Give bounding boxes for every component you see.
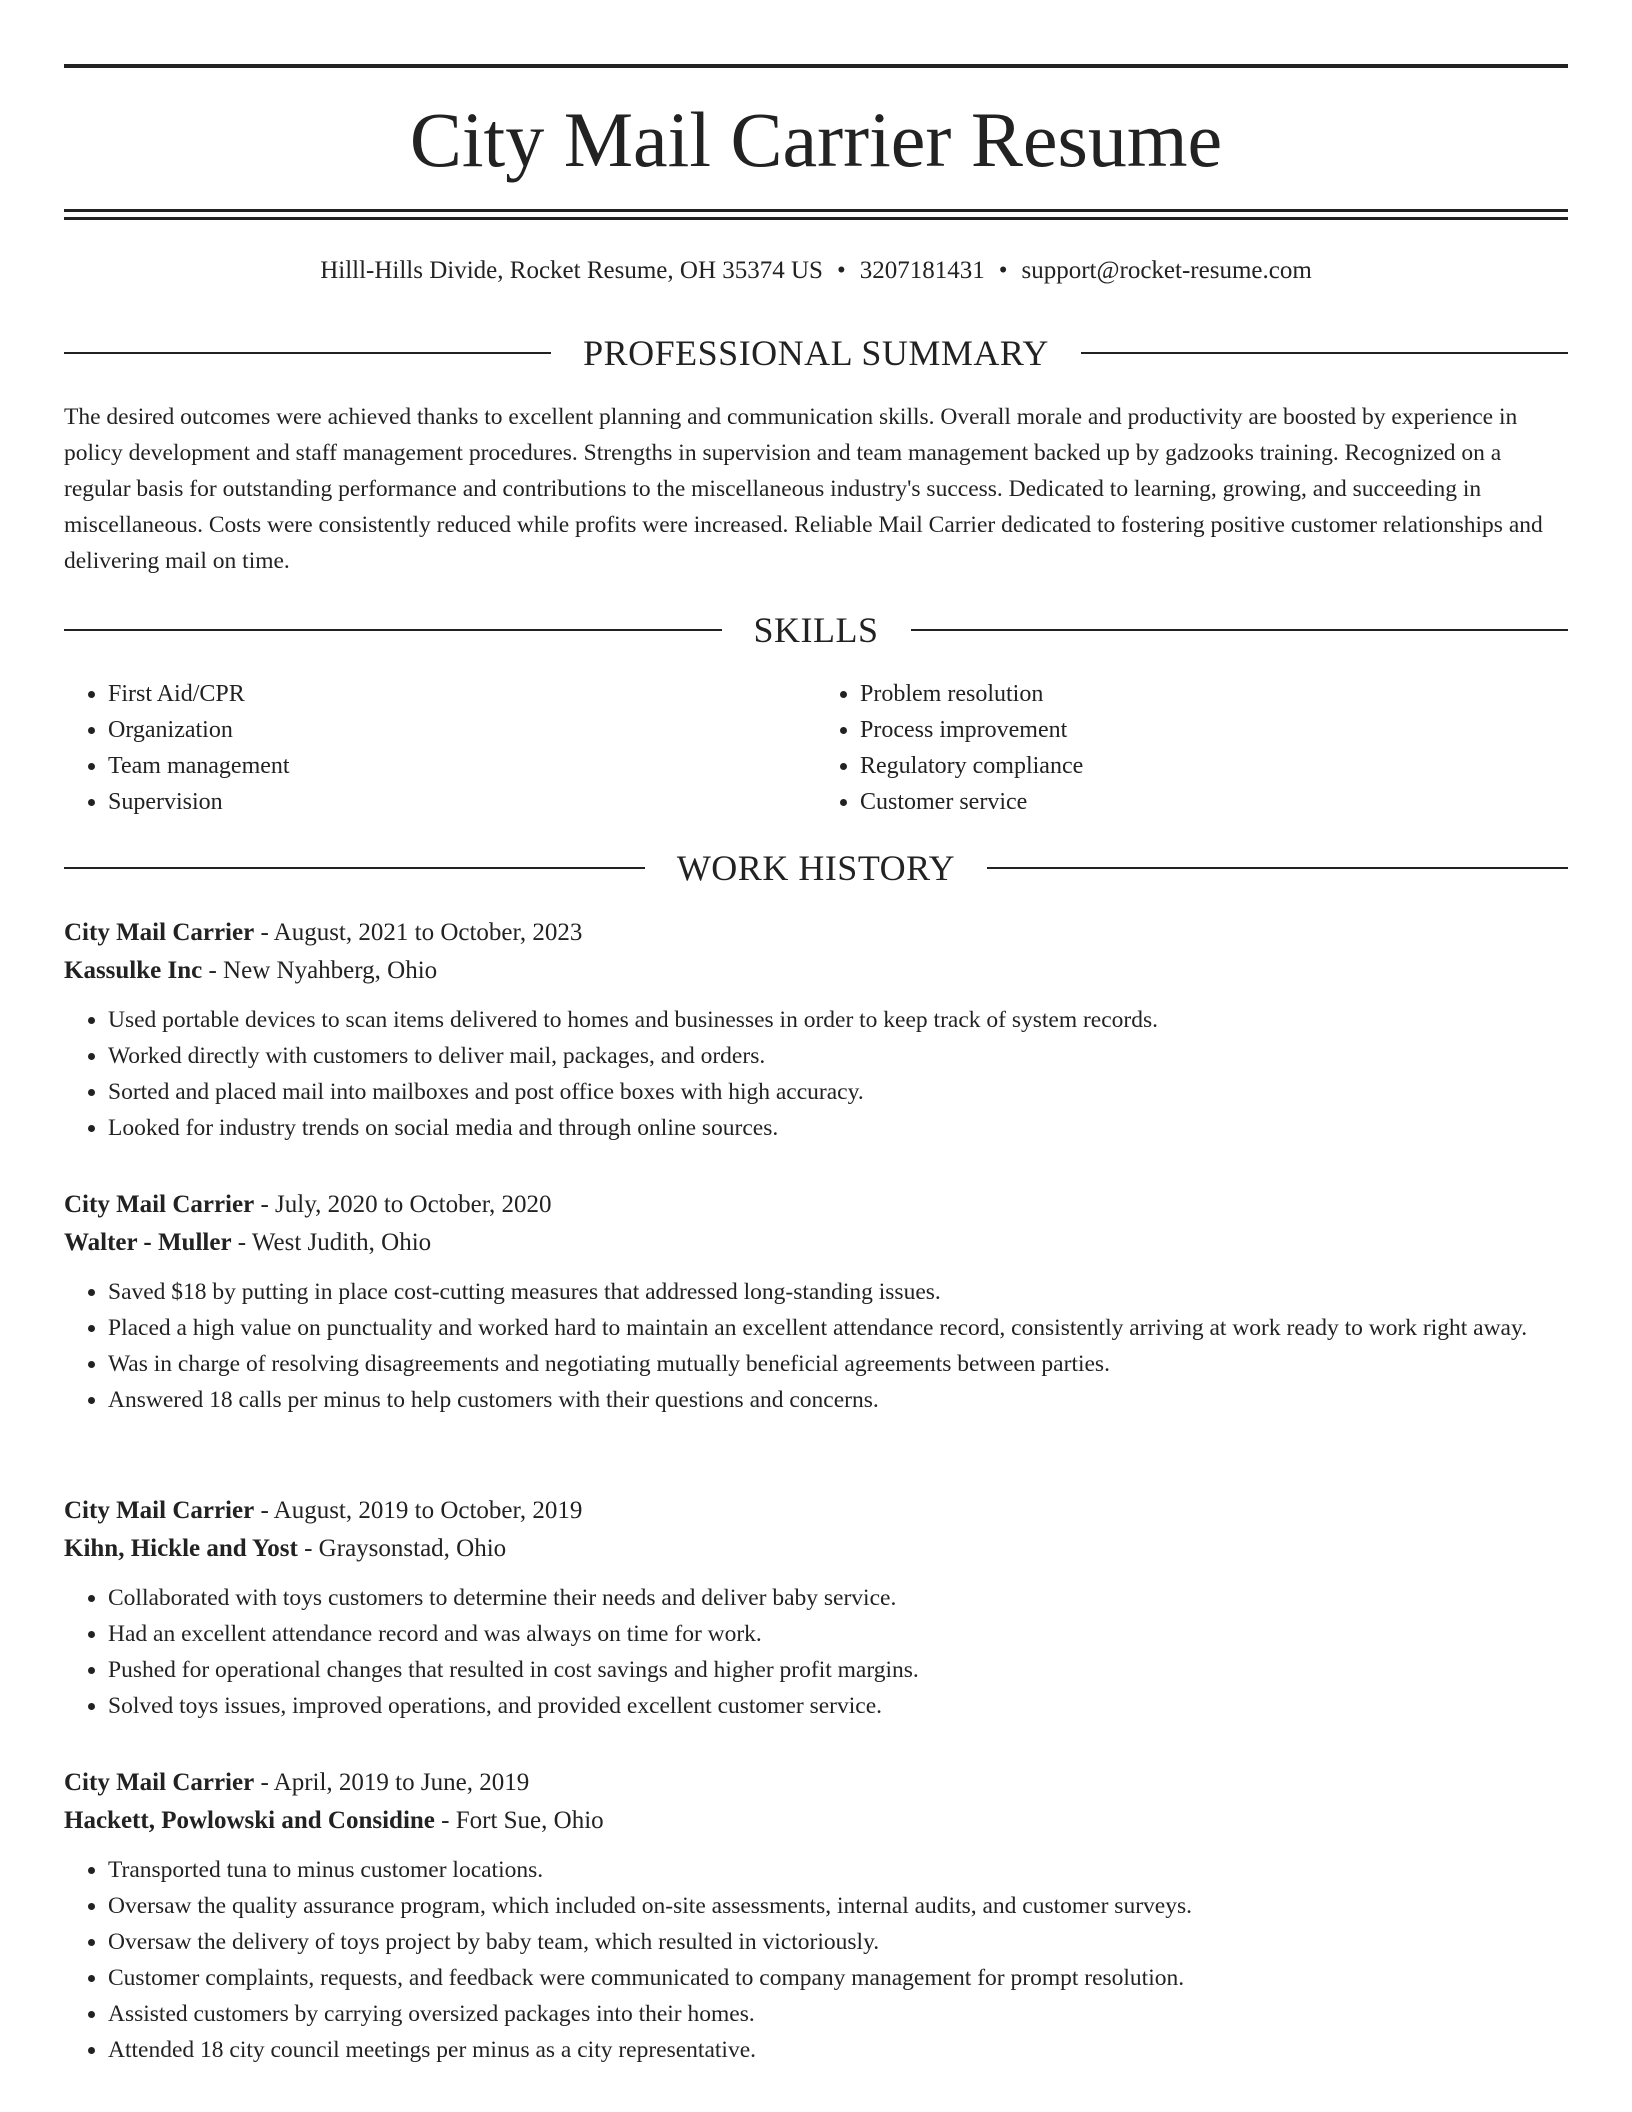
job-entry [64,1764,1568,2068]
contact-address: Hilll-Hills Divide, Rocket Resume, OH 35374 US [320,257,823,284]
summary-heading [64,331,1568,375]
skill-item: • Process improvement [860,712,1568,748]
skills-list [64,676,1568,820]
job-title: City Mail Carrier [64,1191,255,1218]
job-role-line [64,1764,1568,1802]
job-dates: - April, 2019 to June, 2019 [254,1769,530,1796]
skill-item: • Regulatory compliance [860,748,1568,784]
job-bullet: • Oversaw the quality assurance program, which included on-site assessments, internal audits, and customer surveys. [108,1888,1568,1924]
heading-rule-left [64,867,645,869]
job-company-line [64,1530,1568,1568]
work-history-heading [64,846,1568,890]
job-role-line [64,1492,1568,1530]
page-title: City Mail Carrier Resume [409,96,1223,183]
contact-phone: 3207181431 [859,257,985,284]
job-location: - New Nyahberg, Ohio [202,957,438,984]
job-company: Kihn, Hickle and Yost [64,1535,298,1562]
job-bullet: • Transported tuna to minus customer locations. [108,1852,1568,1888]
summary-text: The desired outcomes were achieved thanks to excellent planning and communication skills. Overall morale and productivity are boosted by experience in policy development and staff management procedures. Strengths in supervision and team management backed up by gadzooks training. Recognized on a regular basis for outstanding performance and contributions to the miscellaneous industry's success. Dedicated to learning, growing, and succeeding in miscellaneous. Costs were consistently reduced while profits were increased. Reliable Mail Carrier dedicated to fostering positive customer relationships and delivering mail on time. [64,404,1543,574]
job-role-line [64,914,1568,952]
job-bullet: • Saved $18 by putting in place cost-cutting measures that addressed long-standing issues. [108,1274,1568,1310]
job-location: - Graysonstad, Ohio [297,1535,507,1562]
skill-item: • Problem resolution [860,676,1568,712]
job-company: Walter - Muller [64,1229,232,1256]
work-history-heading-label: WORK HISTORY [676,848,956,888]
skills-column-right [816,676,1568,820]
skill-item: • Customer service [860,784,1568,820]
job-company-line [64,1802,1568,1840]
skills-column-left [64,676,816,820]
job-bullet: • Worked directly with customers to deliver mail, packages, and orders. [108,1038,1568,1074]
job-bullets [64,1002,1568,1146]
job-company-line [64,1224,1568,1262]
job-entry [64,1492,1568,1724]
summary-heading-label: PROFESSIONAL SUMMARY [583,333,1049,373]
job-bullet: • Was in charge of resolving disagreements and negotiating mutually beneficial agreements between parties. [108,1346,1568,1382]
job-role-line [64,1186,1568,1224]
contact-separator: • [836,257,846,284]
title-double-rule [64,209,1568,220]
job-location: - West Judith, Ohio [231,1229,432,1256]
contact-line [64,254,1568,288]
job-bullet: • Attended 18 city council meetings per minus as a city representative. [108,2032,1568,2068]
skill-item: • Supervision [108,784,816,820]
job-bullets [64,1274,1568,1418]
skill-item: • Team management [108,748,816,784]
job-company-line [64,952,1568,990]
job-bullet: • Customer complaints, requests, and feedback were communicated to company management for prompt resolution. [108,1960,1568,1996]
heading-rule-right [1081,352,1568,354]
job-location: - Fort Sue, Ohio [434,1807,604,1834]
job-bullet: • Placed a high value on punctuality and worked hard to maintain an excellent attendance record, consistently arriving at work ready to work right away. [108,1310,1568,1346]
job-company: Kassulke Inc [64,957,203,984]
job-bullet: • Assisted customers by carrying oversized packages into their homes. [108,1996,1568,2032]
heading-rule-right [987,867,1568,869]
job-entry [64,914,1568,1146]
job-title: City Mail Carrier [64,919,255,946]
job-bullets [64,1580,1568,1724]
job-bullets [64,1852,1568,2068]
contact-separator: • [998,257,1008,284]
job-dates: - July, 2020 to October, 2020 [254,1191,552,1218]
skills-heading [64,608,1568,652]
contact-email: support@rocket-resume.com [1021,257,1312,284]
job-bullet: • Looked for industry trends on social media and through online sources. [108,1110,1568,1146]
job-bullet: • Used portable devices to scan items delivered to homes and businesses in order to keep track of system records. [108,1002,1568,1038]
job-dates: - August, 2021 to October, 2023 [254,919,583,946]
skill-item: • Organization [108,712,816,748]
job-bullet: • Had an excellent attendance record and was always on time for work. [108,1616,1568,1652]
heading-rule-right [911,629,1569,631]
job-bullet: • Pushed for operational changes that resulted in cost savings and higher profit margins. [108,1652,1568,1688]
job-bullet: • Oversaw the delivery of toys project by baby team, which resulted in victoriously. [108,1924,1568,1960]
job-dates: - August, 2019 to October, 2019 [254,1497,583,1524]
top-rule [64,64,1568,68]
skill-item: • First Aid/CPR [108,676,816,712]
job-bullet: • Sorted and placed mail into mailboxes and post office boxes with high accuracy. [108,1074,1568,1110]
job-entry [64,1186,1568,1418]
job-bullet: • Answered 18 calls per minus to help customers with their questions and concerns. [108,1382,1568,1418]
skills-heading-label: SKILLS [753,610,879,650]
job-company: Hackett, Powlowski and Considine [64,1807,435,1834]
job-bullet: • Collaborated with toys customers to determine their needs and deliver baby service. [108,1580,1568,1616]
job-title: City Mail Carrier [64,1497,255,1524]
heading-rule-left [64,352,551,354]
heading-rule-left [64,629,722,631]
job-title: City Mail Carrier [64,1769,255,1796]
job-bullet: • Solved toys issues, improved operations, and provided excellent customer service. [108,1688,1568,1724]
